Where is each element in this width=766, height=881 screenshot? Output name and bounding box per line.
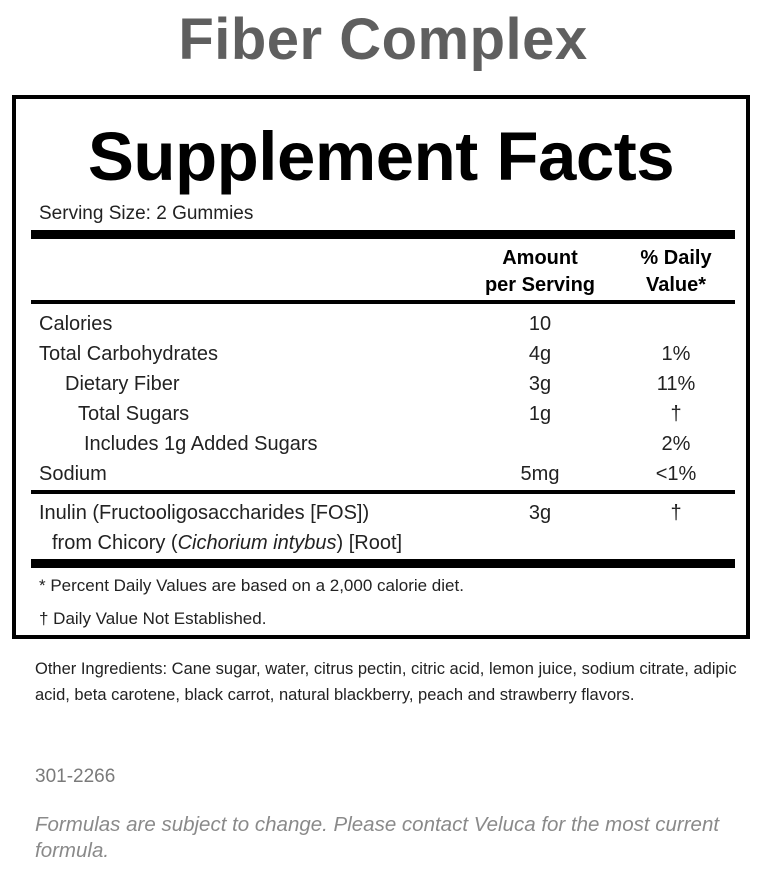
header-divider [31,300,735,304]
other-ingredients: Other Ingredients: Cane sugar, water, citrus pectin, citric acid, lemon juice, sodium citrate, adipic acid, beta carotene, black carrot, natural blackberry, peach and strawberry flavors. [35,660,737,704]
amount-header-line1: Amount [502,247,578,269]
nutrient-name: Dietary Fiber [65,373,180,395]
nutrient-daily-value: 11% [656,373,696,395]
dv-header-line2: Value* [645,274,707,296]
daily-value-column-header [621,245,731,299]
product-code: 301-2266 [35,766,116,787]
nutrient-amount: 4g [528,343,552,365]
ingredient-row-inulin [16,502,746,532]
nutrient-row-added-sugars [16,433,746,463]
facts-heading: Supplement Facts [87,118,675,195]
nutrient-daily-value: <1% [655,463,697,485]
nutrient-name: Total Sugars [78,403,190,425]
source-prefix: from Chicory ( [52,532,178,554]
nutrient-amount: 5mg [520,463,560,485]
nutrient-row-sodium [16,463,746,493]
thick-divider [31,230,735,239]
serving-size: Serving Size: 2 Gummies [39,203,254,224]
footnote-dagger: † Daily Value Not Established. [39,609,267,628]
thick-divider-bottom [31,559,735,568]
formula-disclaimer: Formulas are subject to change. Please contact Veluca for the most current formula. [35,813,720,862]
nutrient-daily-value: † [670,403,682,425]
amount-header-line2: per Serving [484,274,596,296]
nutrient-daily-value: 2% [661,433,691,455]
nutrient-name: Includes 1g Added Sugars [84,433,318,455]
ingredient-daily-value: † [670,502,682,524]
amount-column-header [464,245,616,299]
nutrient-amount: 1g [528,403,552,425]
section-divider [31,490,735,494]
nutrient-row-total-sugars [16,403,746,433]
ingredient-source-line [16,532,746,562]
footnote-daily-values: * Percent Daily Values are based on a 2,000 calorie diet. [39,576,464,595]
source-suffix: ) [Root] [336,532,403,554]
ingredient-amount: 3g [528,502,552,524]
nutrient-row-calories [16,313,746,343]
supplement-facts-panel [12,95,750,639]
nutrient-amount: 3g [528,373,552,395]
nutrient-name: Calories [39,313,113,335]
botanical-name: Cichorium intybus [177,532,337,554]
dv-header-line1: % Daily [640,247,712,269]
ingredient-name: Inulin (Fructooligosaccharides [FOS]) [39,502,370,524]
nutrient-row-dietary-fiber [16,373,746,403]
nutrient-daily-value: 1% [661,343,691,365]
nutrient-name: Sodium [39,463,107,485]
nutrient-row-total-carbohydrates [16,343,746,373]
product-title: Fiber Complex [178,7,588,72]
nutrient-name: Total Carbohydrates [39,343,218,365]
nutrient-amount: 10 [528,313,552,335]
